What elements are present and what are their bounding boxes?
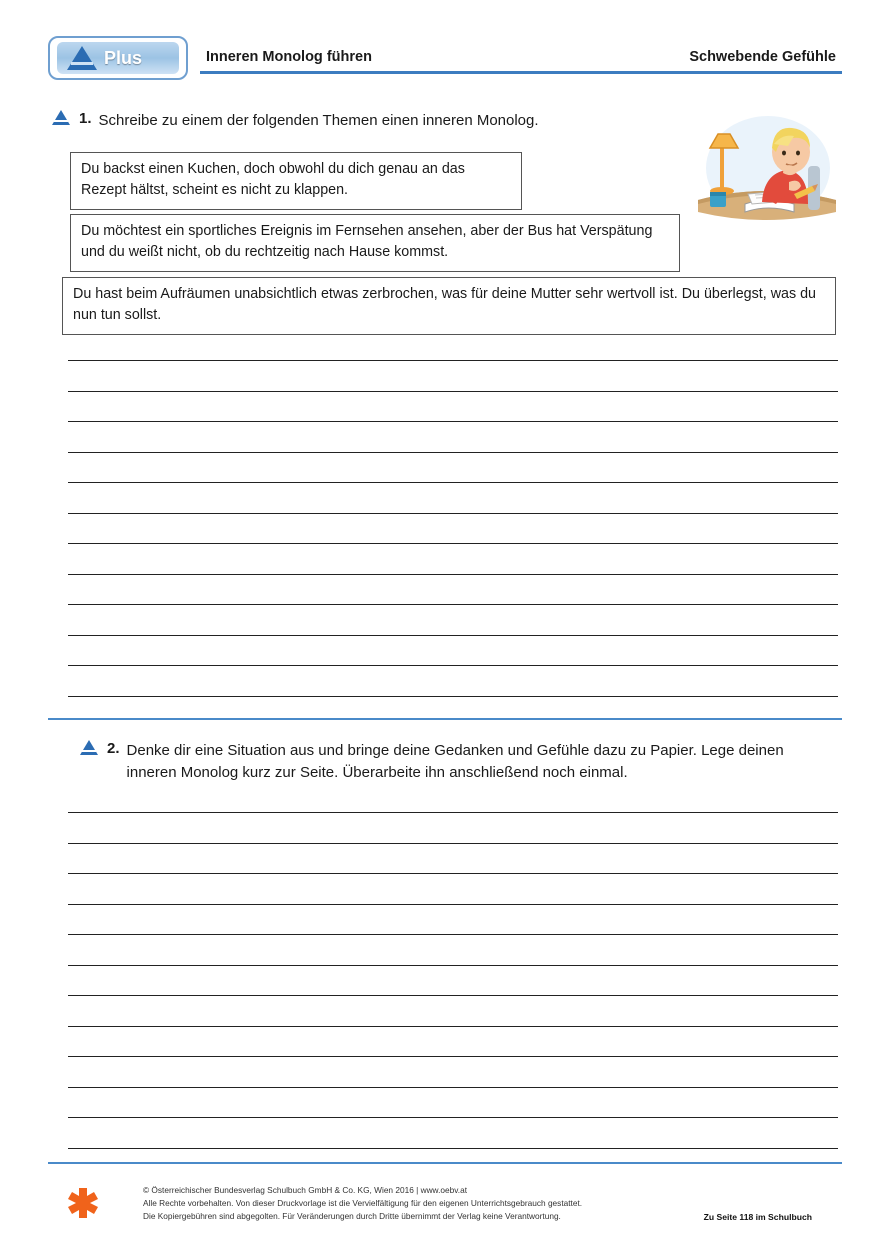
writing-line[interactable] <box>68 513 838 514</box>
task-2 <box>80 740 810 784</box>
writing-line[interactable] <box>68 873 838 874</box>
prompt-box-2: Du möchtest ein sportliches Ereignis im Fernsehen ansehen, aber der Bus hat Verspätung und du weißt nicht, ob du rechtzeitig nach Hause kommst. <box>70 214 680 272</box>
boy-at-desk-thinking-illustration <box>690 108 840 240</box>
writing-line[interactable] <box>68 543 838 544</box>
copyright-line-2: Alle Rechte vorbehalten. Von dieser Druckvorlage ist die Vervielfältigung für den eigenen Unterrichtsgebrauch gestattet. <box>143 1197 583 1208</box>
task-2-text: Denke dir eine Situation aus und bringe deine Gedanken und Gefühle dazu zu Papier. Lege deinen inneren Monolog kurz zur Seite. Überarbeite ihn anschließend noch einmal. <box>126 742 784 781</box>
footer-divider <box>48 1162 842 1164</box>
writing-line[interactable] <box>68 482 838 483</box>
writing-line[interactable] <box>68 391 838 392</box>
textbook-page-reference: Zu Seite 118 im Schulbuch <box>703 1212 812 1222</box>
copyright-line-1: © Österreichischer Bundesverlag Schulbuch GmbH & Co. KG, Wien 2016 | www.oebv.at <box>143 1185 467 1195</box>
writing-line[interactable] <box>68 360 838 361</box>
task-marker-icon <box>80 740 98 755</box>
page-title: Inneren Monolog führen <box>206 48 372 65</box>
header-bar <box>200 42 842 74</box>
task-2-number: 2. <box>107 740 120 757</box>
task-1 <box>52 110 752 132</box>
page-footer <box>48 1176 842 1238</box>
writing-line[interactable] <box>68 452 838 453</box>
prompt-box-3: Du hast beim Aufräumen unabsichtlich etwas zerbrochen, was für deine Mutter sehr wertvoll ist. Du überlegst, was du nun tun sollst. <box>62 277 836 335</box>
section-divider <box>48 718 842 720</box>
writing-line[interactable] <box>68 1087 838 1088</box>
writing-line[interactable] <box>68 421 838 422</box>
writing-line[interactable] <box>68 1026 838 1027</box>
writing-line[interactable] <box>68 965 838 966</box>
copyright-text <box>143 1184 582 1223</box>
writing-line[interactable] <box>68 904 838 905</box>
triangle-logo-icon <box>67 46 97 70</box>
plus-logo-label: Plus <box>104 47 143 68</box>
writing-line[interactable] <box>68 635 838 636</box>
writing-line[interactable] <box>68 604 838 605</box>
writing-line[interactable] <box>68 934 838 935</box>
writing-lines-task-1 <box>68 360 838 726</box>
writing-lines-task-2 <box>68 812 838 1178</box>
writing-line[interactable] <box>68 665 838 666</box>
plus-logo <box>48 36 188 80</box>
writing-line[interactable] <box>68 1117 838 1118</box>
writing-line[interactable] <box>68 574 838 575</box>
writing-line[interactable] <box>68 1148 838 1149</box>
header-subject: Schwebende Gefühle <box>689 48 836 65</box>
task-1-text: Schreibe zu einem der folgenden Themen einen inneren Monolog. <box>98 112 539 129</box>
plus-logo-inner <box>57 42 179 74</box>
publisher-logo-icon <box>66 1186 100 1220</box>
writing-line[interactable] <box>68 812 838 813</box>
writing-line[interactable] <box>68 995 838 996</box>
page-header <box>48 36 842 80</box>
writing-line[interactable] <box>68 843 838 844</box>
task-1-number: 1. <box>79 110 92 127</box>
prompt-box-1: Du backst einen Kuchen, doch obwohl du dich genau an das Rezept hältst, scheint es nicht zu klappen. <box>70 152 522 210</box>
writing-line[interactable] <box>68 696 838 697</box>
task-marker-icon <box>52 110 70 125</box>
writing-line[interactable] <box>68 1056 838 1057</box>
copyright-line-3: Die Kopiergebühren sind abgegolten. Für Veränderungen durch Dritte übernimmt der Verlag keine Verantwortung. <box>143 1210 561 1221</box>
